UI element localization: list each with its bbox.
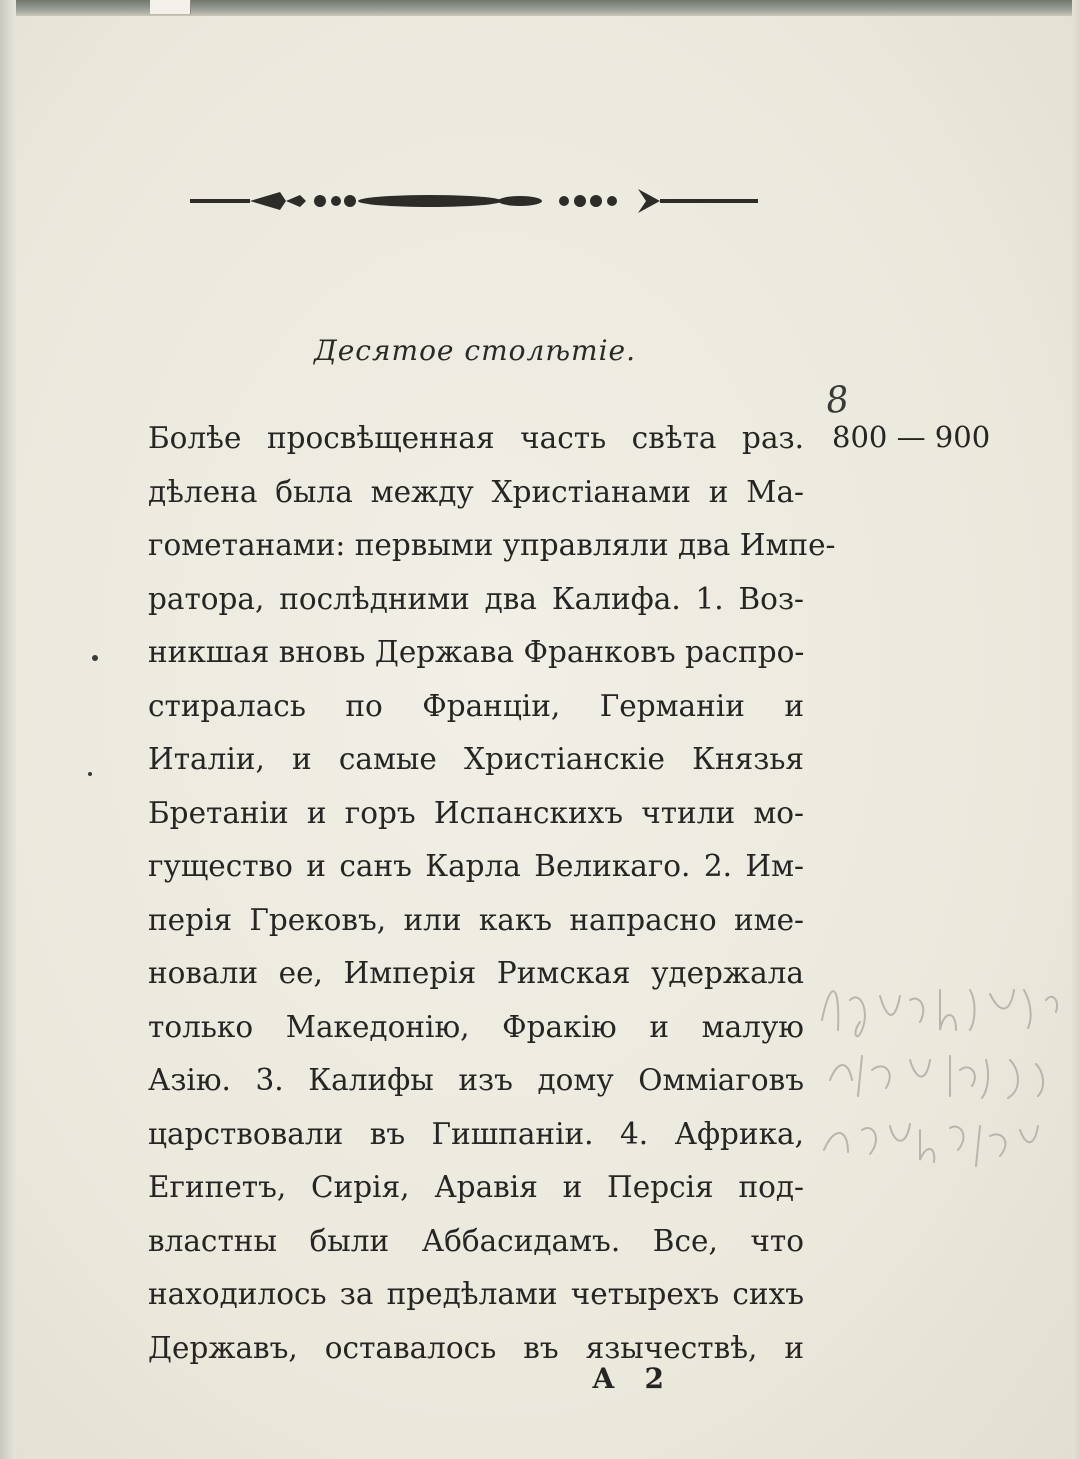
ink-speck <box>88 772 92 776</box>
text-line: Италіи, и самые Христіанскіе Князья <box>148 742 804 776</box>
text-line: дѣлена была между Христіанами и Ма- <box>148 474 804 509</box>
text-line: Державъ, оставалось въ язычествѣ, и <box>148 1330 804 1365</box>
margin-year-range: 800 — 900 <box>832 420 991 454</box>
text-line: новали ее, Имперія Римская удержала <box>148 956 804 990</box>
pencil-annotation-icon <box>810 960 1070 1180</box>
text-line: властны были Аббасидамъ. Все, что <box>148 1223 804 1258</box>
top-scan-edge <box>0 0 1080 16</box>
text-line: стиралась по Франціи, Германіи и <box>148 688 804 723</box>
text-line: Болѣе просвѣщенная часть свѣта раз. <box>148 421 804 455</box>
body-paragraph <box>148 412 836 1375</box>
left-book-edge <box>0 0 16 1459</box>
right-page-edge <box>1072 0 1080 1459</box>
text-line: царствовали въ Гишпаніи. 4. Африка, <box>148 1116 804 1151</box>
handwritten-mark: 8 <box>823 378 851 423</box>
signature-mark: А 2 <box>592 1362 665 1395</box>
text-line: Бретаніи и горъ Испанскихъ чтили мо- <box>148 795 804 830</box>
text-line: Египетъ, Сирія, Аравія и Персія под- <box>148 1170 804 1204</box>
section-heading: Десятое столѣтіе. <box>313 334 637 367</box>
text-line: Азію. 3. Калифы изъ дому Оммiаговъ <box>148 1063 804 1097</box>
text-line: ратора, послѣдними два Калифа. 1. Воз- <box>148 581 804 616</box>
text-line: находилось за предѣлами четырехъ сихъ <box>148 1277 804 1311</box>
book-tab <box>150 0 191 14</box>
text-line: гометанами: первыми управляли два Импе- <box>148 528 836 562</box>
text-line: гущество и санъ Карла Великаго. 2. Им- <box>148 849 804 883</box>
text-line: только Македонію, Фракію и малую <box>148 1009 804 1044</box>
text-line: никшая вновь Держава Франковъ распро- <box>148 635 805 669</box>
text-line: перія Грековъ, или какъ напрасно име- <box>148 902 804 937</box>
ornament-divider-icon <box>190 184 758 218</box>
ink-speck <box>92 655 98 661</box>
